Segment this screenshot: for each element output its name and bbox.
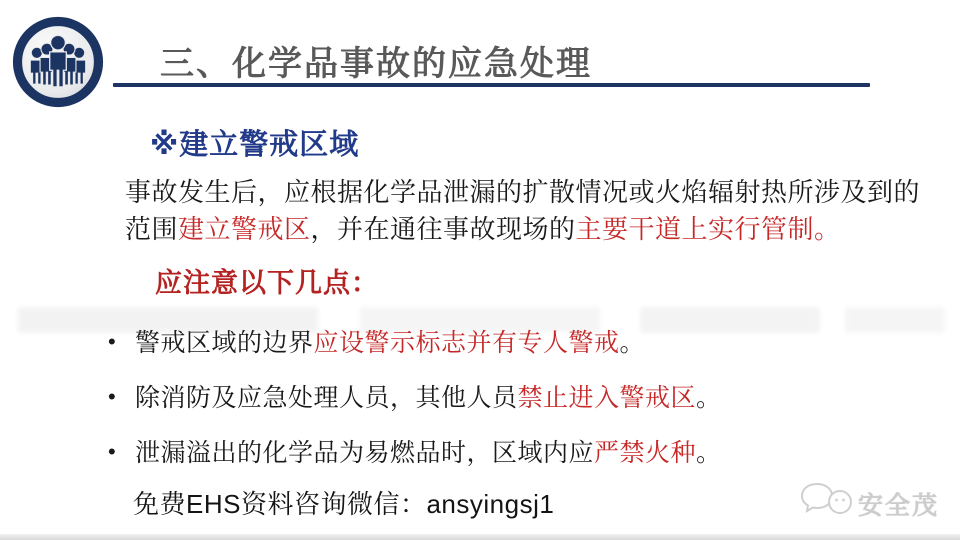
people-group-icon bbox=[12, 16, 104, 108]
paragraph-text: ，并在通往事故现场的 bbox=[310, 214, 576, 244]
list-item bbox=[108, 323, 928, 359]
bullet-text: 。 bbox=[696, 439, 722, 467]
bullet-text: 泄漏溢出的化学品为易燃品时，区域内应 bbox=[135, 439, 595, 467]
section-heading: ※建立警戒区域 bbox=[150, 129, 360, 161]
bullet-text: 。 bbox=[619, 329, 646, 357]
notes-heading: 应注意以下几点： bbox=[155, 268, 379, 298]
paragraph-text: 事故发生后，应根据化学品泄漏的扩散情况或火焰辐射热所涉及到的范围 bbox=[125, 177, 921, 244]
bullet-icon: • bbox=[108, 439, 117, 464]
brand-watermark bbox=[800, 478, 950, 524]
list-item bbox=[108, 433, 928, 469]
brand-name: 安全茂 bbox=[858, 492, 940, 520]
bullet-text: 。 bbox=[696, 384, 722, 412]
bullet-highlight: 禁止进入警戒区 bbox=[517, 384, 697, 412]
chat-bubbles-icon bbox=[800, 480, 854, 525]
paragraph-highlight: 建立警戒区 bbox=[178, 214, 311, 244]
slide-bottom-edge bbox=[0, 534, 960, 540]
list-item bbox=[108, 378, 928, 414]
title-underline bbox=[113, 83, 870, 87]
page-title: 三、化学品事故的应急处理 bbox=[160, 45, 592, 83]
body-paragraph bbox=[125, 174, 925, 248]
contact-info: 免费EHS资料咨询微信：ansyingsj1 bbox=[133, 489, 555, 519]
bullet-icon: • bbox=[108, 329, 117, 354]
paragraph-highlight: 主要干道上实行管制。 bbox=[575, 214, 841, 244]
bullet-text: 警戒区域的边界 bbox=[135, 329, 314, 357]
bullet-icon: • bbox=[108, 384, 117, 409]
bullet-highlight: 严禁火种 bbox=[594, 439, 697, 467]
bullet-text: 除消防及应急处理人员，其他人员 bbox=[135, 384, 518, 412]
bullet-highlight: 应设警示标志并有专人警戒 bbox=[313, 329, 620, 357]
